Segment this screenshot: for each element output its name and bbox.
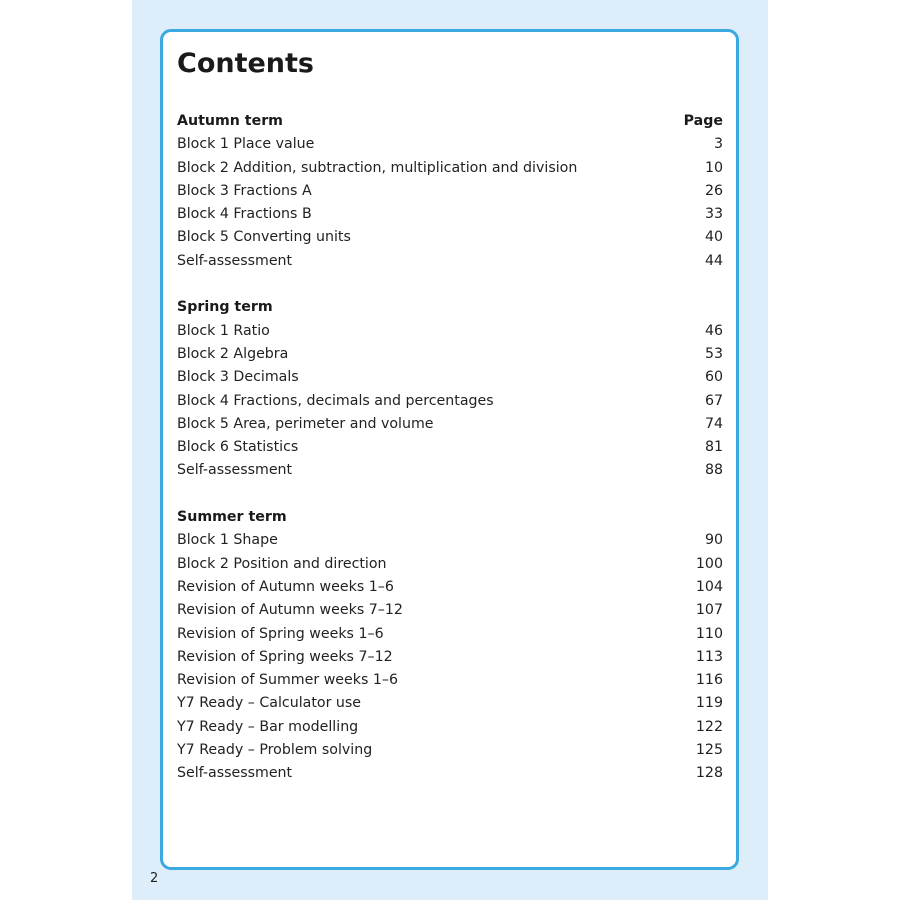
toc-entry-label: Block 1 Place value: [177, 136, 315, 153]
toc-entry-row: [177, 646, 723, 669]
toc-entry-row: [177, 413, 723, 436]
toc-entry-page: 44: [704, 252, 723, 269]
toc-entry-page: 40: [704, 229, 723, 246]
toc-entry-row: [177, 250, 723, 273]
page-title: Contents: [177, 48, 315, 79]
toc-entry-row: [177, 529, 723, 552]
toc-section: [177, 110, 723, 273]
toc-entry-page: 128: [695, 765, 723, 782]
toc-entry-page: 104: [695, 578, 723, 595]
toc-entry-page: 3: [713, 136, 723, 153]
page-column-header: Page: [683, 113, 723, 129]
section-heading: Summer term: [177, 509, 287, 526]
toc-entry-page: 107: [695, 602, 723, 619]
toc-entry-label: Block 2 Algebra: [177, 345, 289, 362]
toc-entry-row: [177, 390, 723, 413]
toc-entry-page: 33: [704, 206, 723, 223]
toc-entry-page: 113: [695, 648, 723, 665]
toc-entry-label: Block 2 Position and direction: [177, 555, 387, 572]
section-heading: Autumn term: [177, 113, 283, 129]
section-header-row: [177, 110, 723, 133]
toc-entry-row: [177, 576, 723, 599]
toc-entry-page: 60: [704, 369, 723, 386]
toc-entry-label: Y7 Ready – Problem solving: [177, 742, 373, 759]
toc-entry-row: [177, 553, 723, 576]
toc-entry-page: 26: [704, 182, 723, 199]
section-heading: Spring term: [177, 299, 273, 316]
toc-entry-page: 10: [704, 159, 723, 176]
toc-entry-label: Block 1 Shape: [177, 532, 278, 549]
section-header-row: [177, 296, 723, 319]
toc-entry-label: Block 3 Fractions A: [177, 182, 312, 199]
toc-entry-label: Self-assessment: [177, 252, 293, 269]
toc-entry-page: 67: [704, 392, 723, 409]
toc-entry-label: Block 5 Converting units: [177, 229, 351, 246]
toc-entry-page: 46: [704, 322, 723, 339]
toc-entry-page: 122: [695, 718, 723, 735]
toc-entry-label: Revision of Autumn weeks 1–6: [177, 578, 394, 595]
toc-entry-page: 116: [695, 672, 723, 689]
toc-entry-label: Y7 Ready – Bar modelling: [177, 718, 359, 735]
toc-entry-label: Self-assessment: [177, 462, 293, 479]
toc-entry-label: Self-assessment: [177, 765, 293, 782]
toc-entry-row: [177, 692, 723, 715]
toc-entry-row: [177, 157, 723, 180]
table-of-contents: [177, 110, 723, 809]
toc-entry-label: Block 3 Decimals: [177, 369, 299, 386]
toc-entry-row: [177, 226, 723, 249]
toc-entry-page: 110: [695, 625, 723, 642]
toc-entry-page: 125: [695, 742, 723, 759]
footer-page-number: 2: [150, 871, 159, 886]
toc-entry-row: [177, 320, 723, 343]
toc-entry-page: 90: [704, 532, 723, 549]
toc-entry-row: [177, 366, 723, 389]
toc-entry-label: Block 5 Area, perimeter and volume: [177, 415, 434, 432]
toc-section: [177, 506, 723, 786]
toc-entry-page: 100: [695, 555, 723, 572]
toc-entry-label: Block 2 Addition, subtraction, multiplication and division: [177, 159, 578, 176]
toc-entry-row: [177, 180, 723, 203]
toc-entry-page: 81: [704, 439, 723, 456]
toc-entry-label: Revision of Summer weeks 1–6: [177, 672, 399, 689]
section-header-row: [177, 506, 723, 529]
toc-entry-row: [177, 739, 723, 762]
toc-entry-page: 74: [704, 415, 723, 432]
toc-entry-label: Block 1 Ratio: [177, 322, 270, 339]
toc-entry-row: [177, 599, 723, 622]
toc-section: [177, 296, 723, 482]
toc-entry-page: 119: [695, 695, 723, 712]
toc-entry-page: 53: [704, 345, 723, 362]
toc-entry-label: Y7 Ready – Calculator use: [177, 695, 362, 712]
toc-entry-row: [177, 203, 723, 226]
toc-entry-label: Revision of Spring weeks 1–6: [177, 625, 384, 642]
toc-entry-row: [177, 459, 723, 482]
toc-entry-row: [177, 762, 723, 785]
toc-entry-page: 88: [704, 462, 723, 479]
toc-entry-row: [177, 716, 723, 739]
toc-entry-row: [177, 623, 723, 646]
toc-entry-label: Block 4 Fractions, decimals and percentages: [177, 392, 494, 409]
toc-entry-row: [177, 133, 723, 156]
toc-entry-label: Block 6 Statistics: [177, 439, 299, 456]
toc-entry-row: [177, 436, 723, 459]
toc-entry-label: Revision of Autumn weeks 7–12: [177, 602, 403, 619]
toc-entry-label: Revision of Spring weeks 7–12: [177, 648, 393, 665]
toc-entry-label: Block 4 Fractions B: [177, 206, 312, 223]
toc-entry-row: [177, 343, 723, 366]
toc-entry-row: [177, 669, 723, 692]
